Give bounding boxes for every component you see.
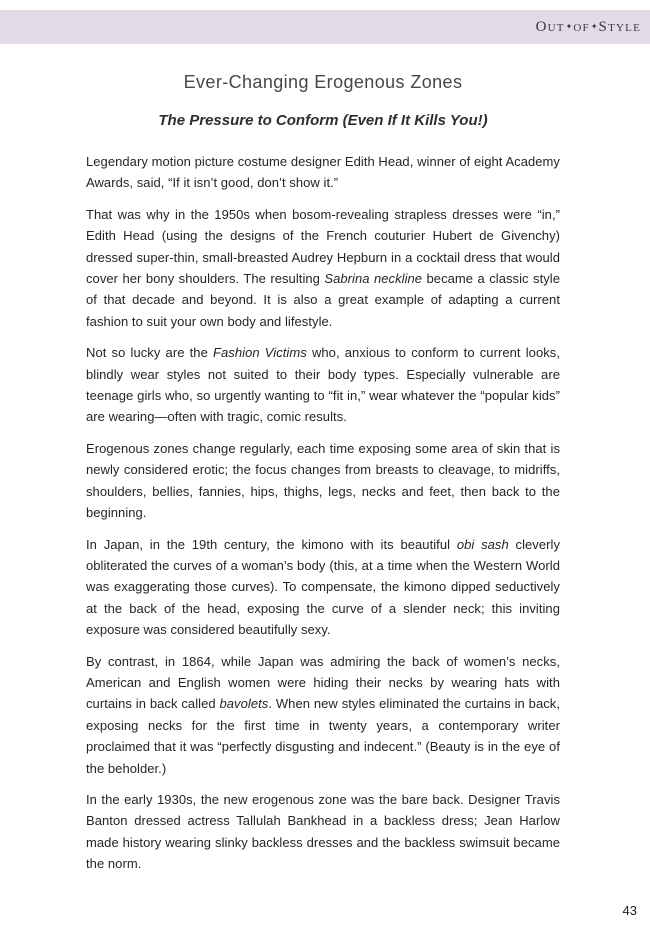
text-segment-italic: bavolets — [219, 696, 269, 712]
text-segment: cleverly obliterated the curves of a woman’s body (this, at a time when the Western World was exaggerating those curves). To compensate, the kimono dipped seductively at the back of the head, exposing the curve of a slender neck; this inviting exposure was considered beautifully sexy. — [86, 536, 560, 638]
header-word: Style — [598, 18, 641, 35]
text-segment: who, anxious to conform to current looks, blindly wear styles not suited to their body types. Especially vulnerable are teenage girls who, so urgently wanting to “fit in,” wear whatever the “popular kids” are wearing—often with tragic, comic results. — [86, 345, 560, 425]
text-segment: Legendary motion picture costume designer Edith Head, winner of eight Academy Awards, said, “If it isn’t good, don’t show it.” — [86, 154, 560, 191]
text-segment: That was why in the 1950s when bosom-revealing strapless dresses were “in,” Edith Head (using the designs of the French couturier Hubert de Givenchy) dressed super-thin, small-breasted Audrey Hepburn in a cocktail dress that would cover her bony shoulders. The resulting — [86, 206, 560, 287]
paragraph — [86, 534, 560, 641]
page-number: 43 — [622, 903, 637, 918]
text-segment: In the early 1930s, the new erogenous zone was the bare back. Designer Travis Banton dressed actress Tallulah Bankhead in a backless dress; Jean Harlow made history wearing slinky backless dresses and the backless swimsuit became the norm. — [86, 791, 560, 872]
header-word: Out — [535, 18, 565, 35]
diamond-separator-icon: ✦ — [565, 21, 573, 31]
body-text — [86, 151, 560, 875]
book-title-header — [536, 19, 641, 36]
text-segment: . When new styles eliminated the curtains in back, exposing necks for the first time in twenty years, a contemporary writer proclaimed that it was “perfectly disgusting and indecent.” (Beauty is in the eye of the beholder.) — [86, 696, 560, 776]
page-content — [86, 44, 560, 885]
paragraph — [86, 151, 560, 194]
paragraph — [86, 789, 560, 875]
text-segment-italic: Sabrina neckline — [324, 271, 423, 287]
paragraph — [86, 204, 560, 332]
text-segment: Not so lucky are the — [86, 345, 214, 361]
diamond-separator-icon: ✦ — [590, 21, 598, 31]
text-segment: By contrast, in 1864, while Japan was admiring the back of women’s necks, American and English women were hiding their necks by wearing hats with curtains in back called — [86, 653, 560, 712]
paragraph — [86, 342, 560, 428]
text-segment: In Japan, in the 19th century, the kimono with its beautiful — [86, 536, 457, 552]
text-segment-italic: Fashion Victims — [213, 345, 307, 361]
text-segment: Erogenous zones change regularly, each time exposing some area of skin that is newly considered erotic; the focus changes from breasts to cleavage, to midriffs, shoulders, bellies, fannies, hips, thighs, legs, necks and feet, then back to the beginning. — [86, 440, 560, 521]
text-segment-italic: obi sash — [456, 536, 509, 552]
text-segment: became a classic style of that decade and beyond. It is also a great example of adapting a current fashion to suit your own body and lifestyle. — [86, 271, 560, 329]
section-subtitle: The Pressure to Conform (Even If It Kills You!) — [158, 112, 488, 129]
paragraph — [86, 651, 560, 779]
header-word: of — [573, 18, 590, 35]
paragraph — [86, 438, 560, 524]
running-header-band — [0, 10, 650, 44]
chapter-title: Ever-Changing Erogenous Zones — [183, 72, 463, 92]
